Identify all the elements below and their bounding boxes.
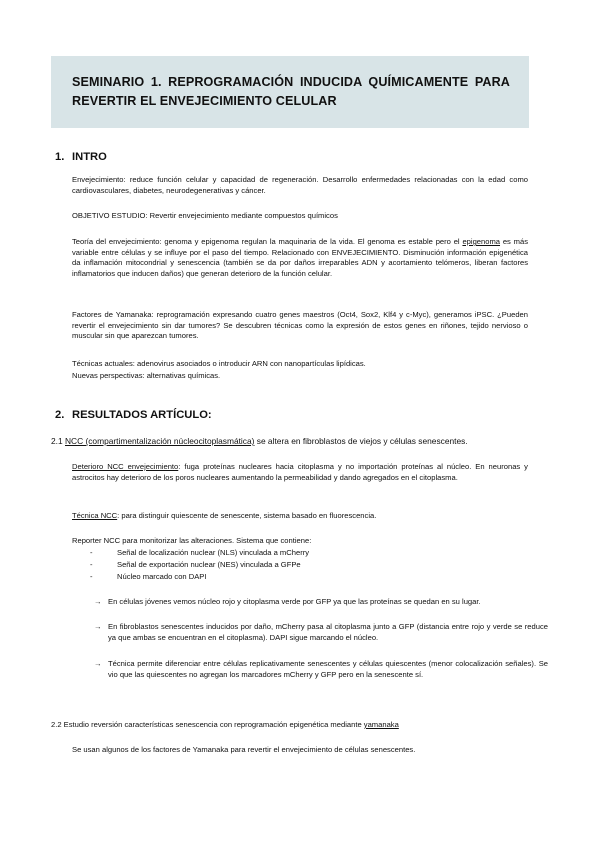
paragraph-perspectivas: Nuevas perspectivas: alternativas químicas.	[72, 371, 221, 380]
section-1-number: 1.	[55, 151, 65, 163]
bullet-text: Señal de localización nuclear (NLS) vinculada a mCherry	[117, 548, 310, 557]
arrow-text: En células jóvenes vemos núcleo rojo y citoplasma verde por GFP ya que las proteínas se quedan en su lugar.	[108, 597, 481, 606]
paragraph-tecnicas: Técnicas actuales: adenovirus asociados o introducir ARN con nanopartículas lipídicas.	[72, 359, 366, 368]
text-teoria-a: Teoría del envejecimiento: genoma y epigenoma regulan la maquinaria de la vida. El genoma es estable pero el	[72, 237, 463, 246]
dash-bullet: -	[90, 548, 93, 557]
text-deterioro: : fuga proteínas nucleares hacia citoplasma y no importación proteínas al núcleo. En neuronas y astrocitos hay deterioro de los poros nucleares aumentando la permeabilidad y dando agregados en el citoplasma.	[72, 462, 528, 482]
term-deterioro: Deterioro NCC envejecimiento	[72, 462, 179, 471]
term-tecnica-ncc: Técnica NCC	[72, 511, 118, 520]
section-2-number: 2.	[55, 409, 65, 421]
arrow-text: Técnica permite diferenciar entre células replicativamente senescentes y células quiescentes (menor colocalización señales). Se vio que las quiescentes no agregan los marcadores mCherry y GFP pero en la senescente sí.	[108, 659, 548, 679]
dash-bullet: -	[90, 560, 93, 569]
paragraph-tecnica-ncc	[72, 511, 528, 522]
subsection-2-2-heading	[51, 720, 529, 731]
arrow-text: En fibroblastos senescentes inducidos por daño, mCherry pasa al citoplasma junto a GFP (distancia entre rojo y verde se reduce ya que ambas se encuentran en el citoplasma). DAPI sigue marcando el núcleo.	[108, 622, 548, 642]
text-envejecimiento: : reduce función celular y capacidad de regeneración. Desarrollo enfermedades relacionadas con la edad como cardiovasculares, diabetes, neurodegenerativas y cáncer.	[72, 175, 528, 195]
paragraph-teoria	[72, 237, 528, 279]
arrow-icon: →	[94, 597, 102, 606]
arrow-icon: →	[94, 622, 102, 631]
text-teoria-b: es más variable entre células y se influye por el paso del tiempo. Relacionado con ENVEJECIMIENTO. Disminución información epigenética da inflamación mitocondrial y senescencia (también se da por daños irreparables ADN y acortamiento telómeros, liberan factores inflamatorios que inducen daños) que generan deterioro de la función celular.	[72, 237, 529, 278]
arrow-icon: →	[94, 659, 102, 668]
text-tecnica-ncc: : para distinguir quiescente de senescente, sistema basado en fluorescencia.	[117, 511, 377, 520]
paragraph-envejecimiento	[72, 175, 528, 196]
subsection-2-2-text: 2.2 Estudio reversión características senescencia con reprogramación epigenética mediante	[51, 720, 364, 729]
paragraph-yamanaka-reversion: Se usan algunos de los factores de Yamanaka para revertir el envejecimiento de células senescentes.	[72, 745, 416, 754]
paragraph-yamanaka: Factores de Yamanaka: reprogramación expresando cuatro genes maestros (Oct4, Sox2, Klf4 y c-Myc), generamos iPSC. ¿Pueden revertir el envejecimiento sin dar tumores? Se descubren técnicas como la expresión de estos genes en riñones, tejido nervioso o muscular sin que aparezcan tumores.	[72, 310, 528, 341]
bullet-text: Señal de exportación nuclear (NES) vinculada a GFPe	[117, 560, 301, 569]
paragraph-objetivo: OBJETIVO ESTUDIO: Revertir envejecimiento mediante compuestos químicos	[72, 211, 338, 220]
subsection-2-1-rest: se altera en fibroblastos de viejos y células senescentes.	[254, 436, 468, 446]
title-box	[51, 56, 529, 128]
section-2-title: RESULTADOS ARTÍCULO:	[72, 409, 212, 421]
paragraph-deterioro	[72, 462, 528, 483]
subsection-2-1-number: 2.1	[51, 436, 65, 446]
paragraph-reporter: Reporter NCC para monitorizar las alteraciones. Sistema que contiene:	[72, 536, 312, 545]
term-yamanaka: yamanaka	[363, 720, 399, 729]
bullet-text: Núcleo marcado con DAPI	[117, 572, 207, 581]
text-epigenoma: epigenoma	[462, 237, 501, 246]
section-1-title: INTRO	[72, 151, 107, 163]
ncc-term: NCC (compartimentalización núcleocitoplasmática)	[64, 436, 255, 446]
dash-bullet: -	[90, 572, 93, 581]
subsection-2-1-heading	[51, 436, 468, 447]
document-title: SEMINARIO 1. REPROGRAMACIÓN INDUCIDA QUÍMICAMENTE PARA REVERTIR EL ENVEJECIMIENTO CELULAR	[72, 75, 510, 108]
term-envejecimiento: Envejecimiento	[72, 175, 124, 184]
